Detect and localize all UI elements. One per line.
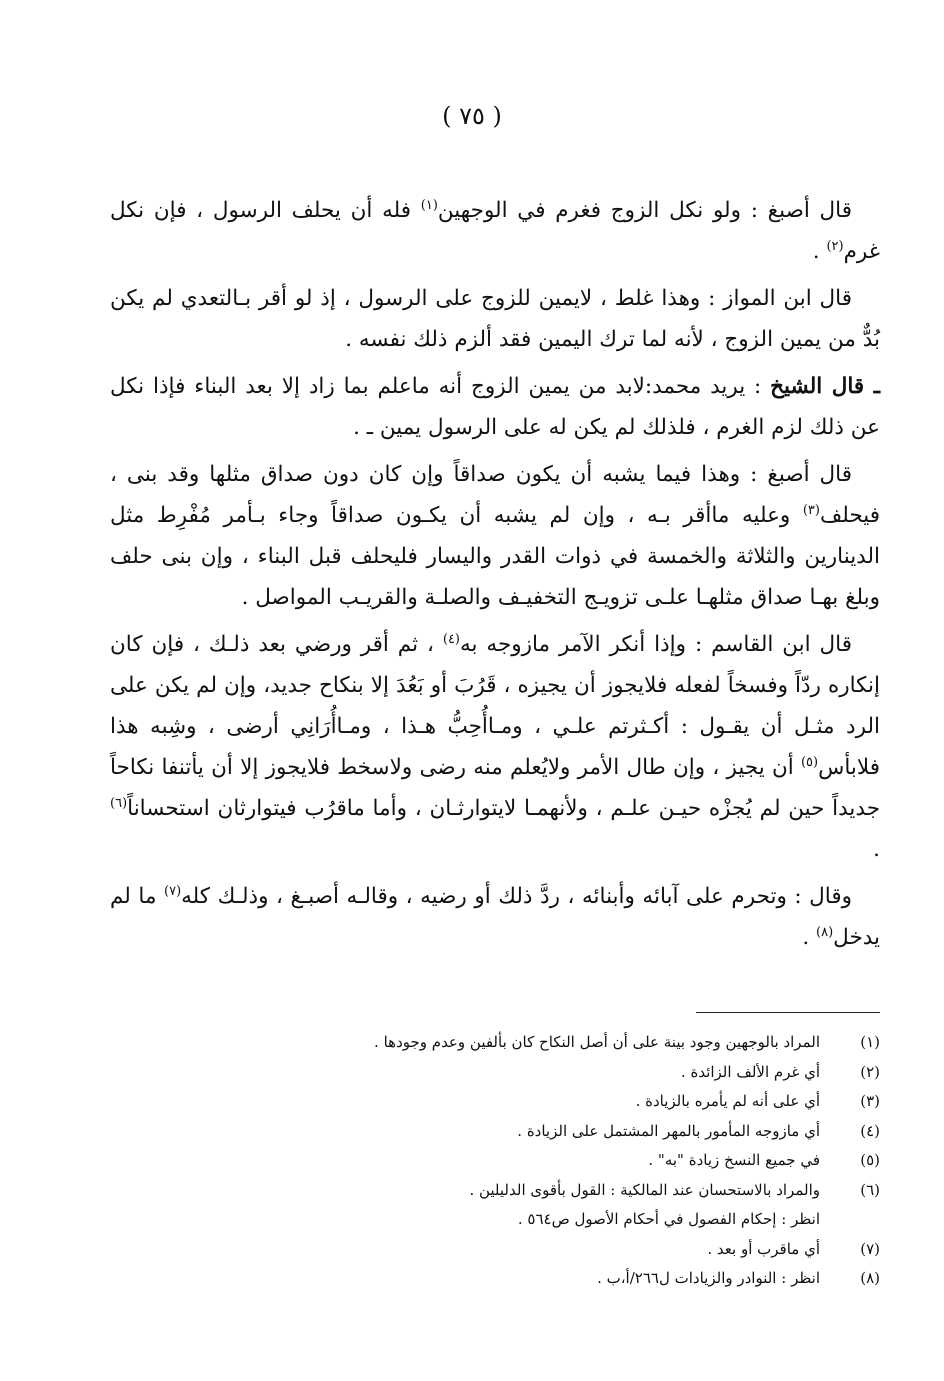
- text-segment: قال ابن القاسم : وإذا أنكر الآمر مازوجه به: [460, 632, 852, 657]
- footnote-number: (٥): [860, 1151, 880, 1169]
- text-segment: : يريد محمد:لابد من يمين الزوج أنه ماعلم بما زاد إلا بعد البناء فإذا نكل عن ذلك لزم الغرم ، فلذلك لم يكن له على الرسول يمين ـ .: [110, 374, 880, 440]
- footnote-marker[interactable]: (٦): [110, 795, 128, 811]
- text-segment: .: [802, 925, 817, 950]
- footnote-number: (١): [860, 1033, 880, 1051]
- footnote-item: [180, 1146, 880, 1176]
- text-segment: قال أصبغ : ولو نكل الزوج فغرم في الوجهين: [437, 198, 852, 223]
- text-segment: قال ابن المواز : وهذا غلط ، لايمين للزوج على الرسول ، إذ لو أقر بـالتعدي لم يكن بُدٌّ من يمين الزوج ، لأنه لما ترك اليمين فقد ألزم ذلك نفسه .: [110, 286, 880, 352]
- text-segment: وعليه ماأقر بـه ، وإن لم يشبه أن يكـون صداقاً وجاء بـأمر مُفْرِط مثل الدينارين والثلاثة والخمسة في ذوات القدر واليسار فليحلف قبل البناء ، وإن بنى حلف وبلغ بهـا صداق مثلهـا علـى تزويـج التخفيـف والصلـة والقريـب المواصل .: [110, 503, 880, 610]
- footnote-item: [180, 1205, 880, 1235]
- paragraph: [110, 624, 880, 870]
- footnote-item: [180, 1058, 880, 1088]
- footnote-text: أي مازوجه المأمور بالمهر المشتمل على الزيادة .: [517, 1121, 820, 1140]
- text-segment: قال أصبغ : وهذا فيما يشبه أن يكون صداقاً وإن كان دون صداق مثلها وقد بنى ، فيحلف: [110, 462, 880, 528]
- footnote-item: [180, 1176, 880, 1206]
- text-segment: ، ثم أقر ورضي بعد ذلـك ، فإن كان إنكاره ردّاً وفسخاً لفعله فلايجوز أن يجيزه ، قَرُبَ أو بَعُدَ إلا بنكاح جديد، وإن لم يكن على الرد مثـل أن يقـول : أكـثرتم علـي ، ومـاأُحِبُّ هـذا ، ومـاأُرَانِي أرضى ، وشِبه هذا فلابأس: [110, 632, 880, 780]
- footnote-number: (٧): [860, 1239, 880, 1258]
- footnote-text: انظر : النوادر والزيادات ل٢٦٦/أ،ب .: [597, 1269, 820, 1287]
- text-segment: وقال : وتحرم على آبائه وأبنائه ، ردَّ ذلك أو رضيه ، وقالـه أصبـغ ، وذلـك كله: [181, 884, 852, 909]
- text-segment: .: [873, 837, 880, 862]
- paragraph: [110, 190, 880, 272]
- footnote-item: [180, 1117, 880, 1147]
- footnote-number: (٤): [860, 1121, 880, 1140]
- footnote-number: [832, 1205, 880, 1235]
- footnote-marker[interactable]: (٥): [800, 754, 819, 770]
- footnote-marker[interactable]: (٨): [816, 924, 834, 940]
- footnote-text: والمراد بالاستحسان عند المالكية : القول بأقوى الدليلين .: [469, 1180, 820, 1199]
- footnote-text: المراد بالوجهين وجود بينة على أن أصل النكاح كان بألفين وعدم وجودها .: [374, 1033, 820, 1051]
- footnote-marker[interactable]: (٢): [826, 238, 844, 254]
- footnote-number: (٣): [860, 1092, 880, 1110]
- footnote-text: أي غرم الألف الزائدة .: [680, 1062, 820, 1081]
- footnote-item: [180, 1087, 880, 1117]
- footnote-number: (٢): [860, 1062, 880, 1081]
- footnote-number: (٦): [860, 1180, 880, 1199]
- footnote-marker[interactable]: (٣): [802, 502, 820, 518]
- speaker-label: ـ قال الشيخ: [770, 374, 880, 399]
- main-text: [110, 190, 880, 964]
- footnote-separator: [696, 1012, 880, 1013]
- footnote-item: [180, 1235, 880, 1265]
- page-number: ( ٧٥ ): [442, 102, 502, 130]
- paragraph: [110, 366, 880, 448]
- footnote-marker[interactable]: (٤): [442, 631, 460, 647]
- text-segment: أن يجيز ، وإن طال الأمر ولايُعلم منه رضى ولاسخط فلايجوز إلا أن يأتنفا نكاحاً جديداً حين لم يُجزْه حيـن علـم ، ولأنهمـا لايتوارثـان ، وأما ماقرُب فيتوارثان استحساناً: [110, 755, 880, 821]
- footnote-marker[interactable]: (٧): [164, 883, 182, 899]
- footnote-item: [180, 1028, 880, 1058]
- paragraph: [110, 876, 880, 958]
- footnote-item: [180, 1264, 880, 1294]
- footnote-text: انظر : إحكام الفصول في أحكام الأصول ص٥٦٤ .: [517, 1210, 820, 1228]
- footnote-text: في جميع النسخ زيادة "به" .: [648, 1151, 820, 1169]
- footnote-number: (٨): [860, 1269, 880, 1287]
- footnote-text: أي على أنه لم يأمره بالزيادة .: [635, 1092, 820, 1110]
- paragraph: [110, 454, 880, 618]
- footnote-text: أي ماقرب أو بعد .: [707, 1239, 820, 1258]
- text-segment: فله أن يحلف الرسول ، فإن نكل غرم: [110, 198, 880, 264]
- footnote-marker[interactable]: (١): [420, 197, 438, 213]
- paragraph: [110, 278, 880, 360]
- text-segment: ما لم يدخل: [110, 884, 880, 950]
- text-segment: .: [812, 239, 827, 264]
- footnotes: [180, 1028, 880, 1294]
